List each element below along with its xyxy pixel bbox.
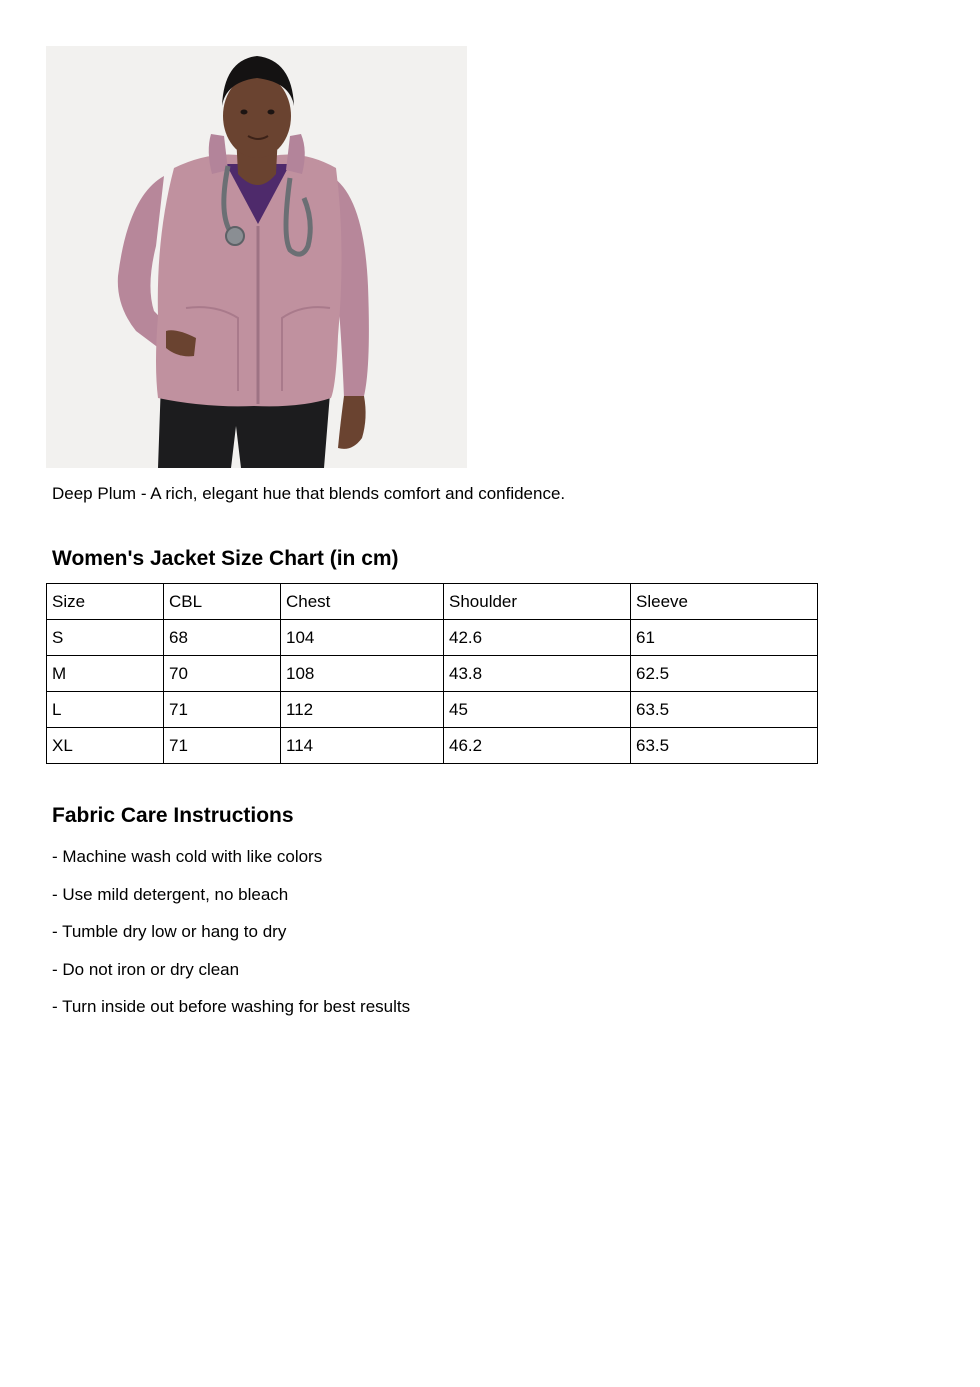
list-item: - Do not iron or dry clean bbox=[52, 959, 240, 979]
table-row bbox=[47, 620, 818, 656]
table-cell: 104 bbox=[281, 620, 444, 656]
table-cell: 62.5 bbox=[631, 656, 818, 692]
table-cell: 112 bbox=[281, 692, 444, 728]
list-item: - Use mild detergent, no bleach bbox=[52, 884, 289, 904]
table-row bbox=[47, 656, 818, 692]
table-row bbox=[47, 728, 818, 764]
table-cell: 42.6 bbox=[444, 620, 631, 656]
header-cell-sleeve: Sleeve bbox=[631, 584, 818, 620]
table-cell: 45 bbox=[444, 692, 631, 728]
table-header-row bbox=[47, 584, 818, 620]
size-chart-table bbox=[46, 583, 818, 764]
table-cell: XL bbox=[47, 728, 164, 764]
table-cell: S bbox=[47, 620, 164, 656]
header-cell-size: Size bbox=[47, 584, 164, 620]
list-item: - Turn inside out before washing for best results bbox=[52, 997, 411, 1016]
care-instructions-list bbox=[52, 846, 410, 1034]
table-cell: 46.2 bbox=[444, 728, 631, 764]
header-cell-cbl: CBL bbox=[164, 584, 281, 620]
header-cell-chest: Chest bbox=[281, 584, 444, 620]
table-cell: 43.8 bbox=[444, 656, 631, 692]
table-cell: 71 bbox=[164, 692, 281, 728]
table-cell: 68 bbox=[164, 620, 281, 656]
table-cell: 63.5 bbox=[631, 728, 818, 764]
table-cell: 70 bbox=[164, 656, 281, 692]
table-row bbox=[47, 692, 818, 728]
product-photo bbox=[46, 46, 467, 468]
table-cell: 108 bbox=[281, 656, 444, 692]
table-cell: 61 bbox=[631, 620, 818, 656]
list-item: - Tumble dry low or hang to dry bbox=[52, 922, 287, 941]
size-chart-title: Women's Jacket Size Chart (in cm) bbox=[52, 547, 399, 570]
table-cell: L bbox=[47, 692, 164, 728]
list-item: - Machine wash cold with like colors bbox=[52, 847, 323, 866]
header-cell-shoulder: Shoulder bbox=[444, 584, 631, 620]
care-instructions-title: Fabric Care Instructions bbox=[52, 804, 294, 827]
table-cell: 63.5 bbox=[631, 692, 818, 728]
product-caption: Deep Plum - A rich, elegant hue that blends comfort and confidence. bbox=[52, 484, 566, 503]
table-cell: 71 bbox=[164, 728, 281, 764]
table-cell: M bbox=[47, 656, 164, 692]
table-cell: 114 bbox=[281, 728, 444, 764]
